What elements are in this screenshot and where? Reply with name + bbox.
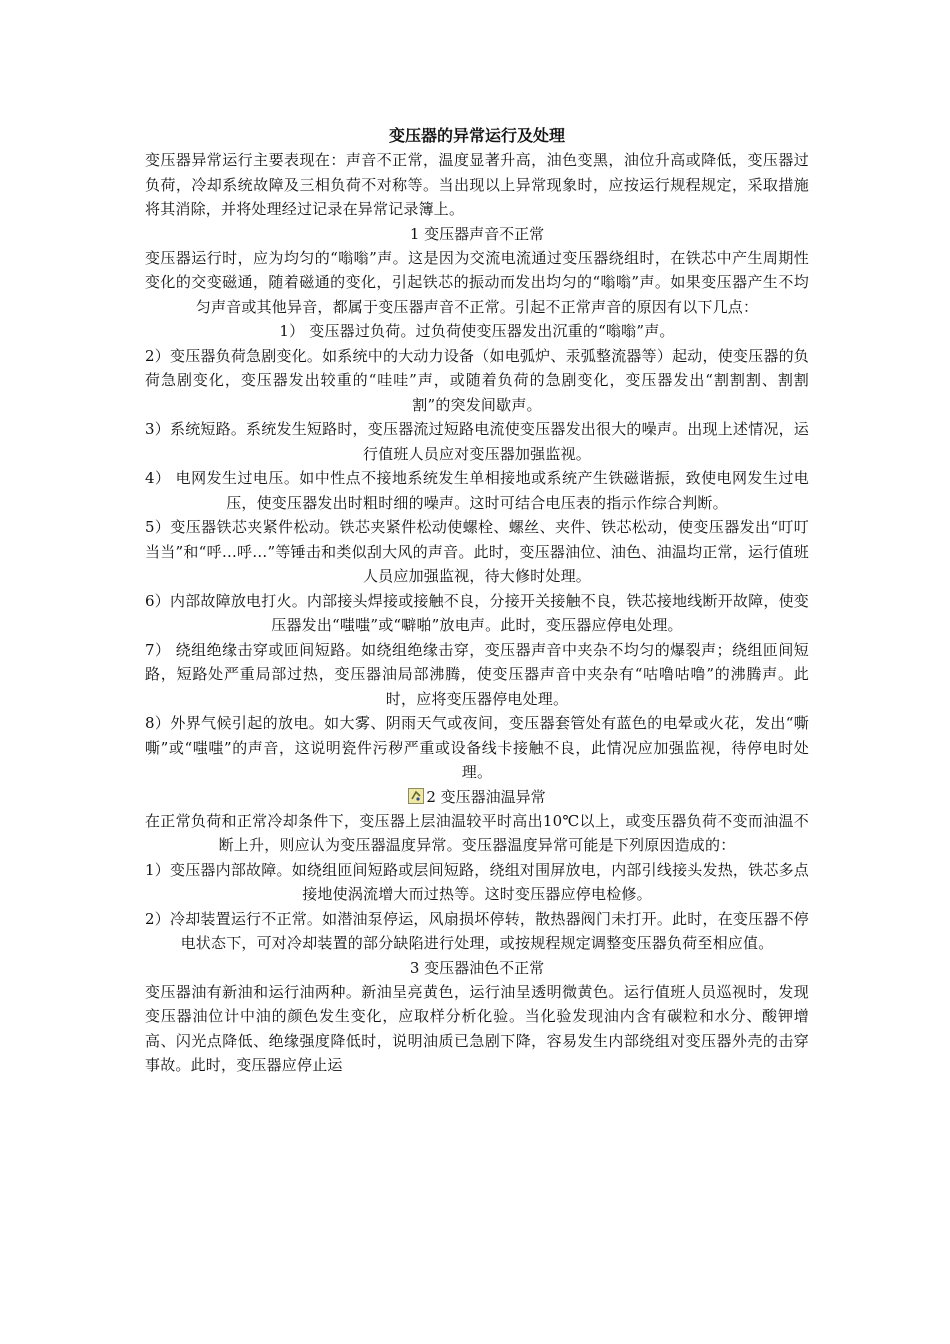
section-1-item-5: 5）变压器铁芯夹紧件松动。铁芯夹紧件松动使螺栓、螺丝、夹件、铁芯松动，使变压器发出“叮叮当当”和“呼…呼…”等锤击和类似刮大风的声音。此时，变压器油位、油色、油温均正常，运行值班人员应加强监视，待大修时处理。 (145, 518, 809, 585)
section-1-item-3: 3）系统短路。系统发生短路时，变压器流过短路电流使变压器发出很大的噪声。出现上述情况，运行值班人员应对变压器加强监视。 (145, 420, 809, 463)
section-1-item-4: 4） 电网发生过电压。如中性点不接地系统发生单相接地或系统产生铁磁谐振，致使电网发生过电压，使变压器发出时粗时细的噪声。这时可结合电压表的指示作综合判断。 (145, 469, 809, 512)
section-2-heading: 2 变压器油温异常 (426, 787, 546, 806)
section-1-item-7: 7） 绕组绝缘击穿或匝间短路。如绕组绝缘击穿，变压器声音中夹杂不均匀的爆裂声；绕组匝间短路，短路处严重局部过热，变压器油局部沸腾，使变压器声音中夹杂有“咕噜咕噜”的沸腾声。此时，应将变压器停电处理。 (145, 640, 809, 708)
section-1-heading: 1 变压器声音不正常 (409, 224, 545, 243)
section-3-heading: 3 变压器油色不正常 (409, 958, 545, 977)
intro-paragraph: 变压器异常运行主要表现在：声音不正常，温度显著升高，油色变黑，油位升高或降低，变压器过负荷，冷却系统故障及三相负荷不对称等。当出现以上异常现象时，应按运行规程规定，采取措施将其消除，并将处理经过记录在异常记录簿上。 (145, 151, 809, 218)
section-1-intro: 变压器运行时，应为均匀的“嗡嗡”声。这是因为交流电流通过变压器绕组时，在铁芯中产生周期性变化的交变磁通，随着磁通的变化，引起铁芯的振动而发出均匀的“嗡嗡”声。如果变压器产生不均匀声音或其他异音，都属于变压器声音不正常。引起不正常声音的原因有以下几点： (145, 248, 809, 316)
section-1-item-6: 6）内部故障放电打火。内部接头焊接或接触不良，分接开关接触不良，铁芯接地线断开故障，使变压器发出“嗤嗤”或“噼啪”放电声。此时，变压器应停电处理。 (145, 591, 809, 634)
document-page (145, 124, 809, 1078)
document-title: 变压器的异常运行及处理 (388, 126, 565, 145)
section-2-item-2: 2）冷却装置运行不正常。如潜油泵停运，风扇损坏停转，散热器阀门未打开。此时，在变压器不停电状态下，可对冷却装置的部分缺陷进行处理，或按规程规定调整变压器负荷至相应值。 (145, 909, 809, 952)
section-2-heading-row (145, 785, 809, 809)
section-2-intro: 在正常负荷和正常冷却条件下，变压器上层油温较平时高出10℃以上，或变压器负荷不变而油温不断上升，则应认为变压器温度异常。变压器温度异常可能是下列原因造成的： (145, 811, 809, 854)
section-1-item-2: 2）变压器负荷急剧变化。如系统中的大动力设备（如电弧炉、汞弧整流器等）起动，使变压器的负荷急剧变化，变压器发出较重的“哇哇”声，或随着负荷的急剧变化，变压器发出“割割割、割割割”的突发间歇声。 (145, 346, 809, 414)
document-link-icon[interactable] (408, 788, 424, 804)
section-1-item-8: 8）外界气候引起的放电。如大雾、阴雨天气或夜间，变压器套管处有蓝色的电晕或火花，发出“嘶嘶”或“嗤嗤”的声音，这说明瓷件污秽严重或设备线卡接触不良，此情况应加强监视，待停电时处理。 (145, 714, 809, 781)
section-3-intro: 变压器油有新油和运行油两种。新油呈亮黄色，运行油呈透明微黄色。运行值班人员巡视时，发现变压器油位计中油的颜色发生变化，应取样分析化验。当化验发现油内含有碳粒和水分、酸钾增高、闪光点降低、绝缘强度降低时，说明油质已急剧下降，容易发生内部绕组对变压器外壳的击穿事故。此时，变压器应停止运 (145, 982, 809, 1074)
section-1-item-1: 1） 变压器过负荷。过负荷使变压器发出沉重的“嗡嗡”声。 (279, 322, 675, 340)
section-2-item-1: 1）变压器内部故障。如绕组匝间短路或层间短路，绕组对围屏放电，内部引线接头发热，铁芯多点接地使涡流增大而过热等。这时变压器应停电检修。 (145, 860, 809, 903)
